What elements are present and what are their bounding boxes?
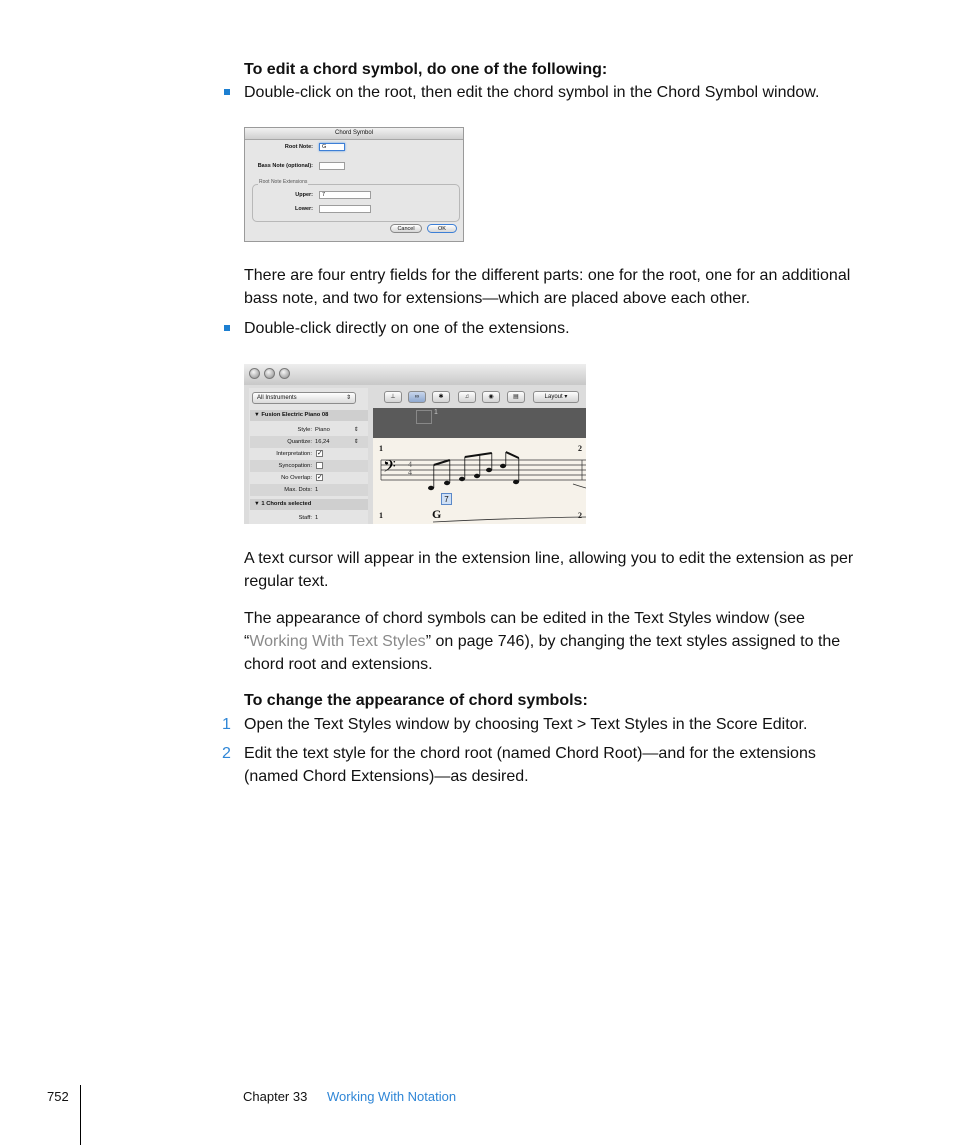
- root-note-label: Root Note:: [284, 144, 313, 150]
- bar-number: 2: [578, 444, 582, 453]
- layout-menu-label: Layout: [544, 394, 563, 400]
- ok-button[interactable]: OK: [427, 224, 457, 233]
- max-dots-row: [250, 484, 368, 496]
- chord-symbol-dialog: [244, 127, 464, 242]
- chords-header-label: 1 Chords selected: [261, 501, 312, 507]
- window-titlebar: [244, 364, 586, 385]
- style-row: [250, 424, 368, 436]
- style-label: Style:: [297, 427, 312, 433]
- lower-field[interactable]: [319, 205, 371, 213]
- section-heading-appearance: To change the appearance of chord symbols:: [244, 692, 588, 709]
- text-styles-link[interactable]: Working With Text Styles: [249, 633, 426, 650]
- playhead-marker[interactable]: [416, 410, 432, 424]
- instrument-menu[interactable]: [252, 392, 356, 404]
- chord-extension-field[interactable]: 7: [441, 493, 452, 505]
- region-header-label: Fusion Electric Piano 08: [261, 412, 329, 418]
- extensions-group-label: Root Note Extensions: [259, 179, 308, 185]
- root-note-field[interactable]: G: [319, 143, 345, 151]
- time-signature-bottom: 4: [408, 468, 412, 477]
- paragraph-line: regular text.: [244, 573, 329, 590]
- bullet-item: Double-click directly on one of the extensions.: [244, 320, 570, 337]
- bass-clef-icon: 𝄢: [383, 456, 396, 480]
- step-number: 2: [222, 745, 231, 762]
- staff-label: Staff:: [298, 515, 312, 521]
- quantize-value[interactable]: 16,24: [315, 439, 330, 445]
- no-overlap-label: No Overlap:: [281, 475, 312, 481]
- instrument-menu-label: All Instruments: [257, 395, 297, 401]
- step-number: 1: [222, 716, 231, 733]
- staff-notation: [373, 438, 586, 524]
- bullet-icon: [224, 325, 230, 331]
- paragraph-line: bass note, and two for extensions—which are placed above each other.: [244, 290, 751, 307]
- headphones-icon[interactable]: ♫: [458, 391, 476, 403]
- interpretation-row: [250, 448, 368, 460]
- syncopation-row: [250, 460, 368, 472]
- chapter-title-link[interactable]: Working With Notation: [327, 1089, 457, 1104]
- lower-label: Lower:: [294, 206, 313, 212]
- ruler-bar-number: 1: [434, 409, 438, 416]
- catch-button[interactable]: ✱: [432, 391, 450, 403]
- bar-number: 2: [578, 511, 582, 520]
- staff-row: [250, 512, 368, 524]
- upper-label: Upper:: [295, 192, 313, 198]
- link-button[interactable]: ⊥: [384, 391, 402, 403]
- staff-value[interactable]: 1: [315, 515, 319, 521]
- bullet-item: Double-click on the root, then edit the chord symbol in the Chord Symbol window.: [244, 84, 820, 101]
- chapter-label: Chapter 33: [243, 1089, 308, 1104]
- chord-root-symbol[interactable]: G: [432, 507, 442, 521]
- midi-out-icon[interactable]: ◉: [482, 391, 500, 403]
- bar-number: 1: [379, 511, 383, 520]
- region-header[interactable]: ▼ Fusion Electric Piano 08: [250, 410, 368, 421]
- page-view-icon[interactable]: ▤: [507, 391, 525, 403]
- dialog-title: Chord Symbol: [245, 128, 463, 140]
- max-dots-value[interactable]: 1: [315, 487, 319, 493]
- bar-number: 1: [379, 444, 383, 453]
- max-dots-label: Max. Dots:: [284, 487, 312, 493]
- chain-link-button[interactable]: ∞: [408, 391, 426, 403]
- bass-note-field[interactable]: [319, 162, 345, 170]
- no-overlap-checkbox[interactable]: ✓: [317, 474, 323, 481]
- paragraph-line: chord root and extensions.: [244, 656, 433, 673]
- interpretation-label: Interpretation:: [276, 451, 312, 457]
- paragraph-line: The appearance of chord symbols can be edited in the Text Styles window (see: [244, 610, 805, 627]
- section-heading-edit: To edit a chord symbol, do one of the following:: [244, 61, 608, 78]
- quantize-row: [250, 436, 368, 448]
- bullet-icon: [224, 89, 230, 95]
- no-overlap-row: [250, 472, 368, 484]
- step-text: Open the Text Styles window by choosing Text > Text Styles in the Score Editor.: [244, 716, 808, 733]
- score-editor-screenshot: [244, 364, 586, 524]
- syncopation-label: Syncopation:: [278, 463, 312, 469]
- zoom-window-icon[interactable]: [279, 368, 290, 379]
- cancel-button[interactable]: Cancel: [390, 224, 422, 233]
- quote-open: “: [244, 633, 250, 650]
- style-value[interactable]: Piano: [315, 427, 330, 433]
- close-window-icon[interactable]: [249, 368, 260, 379]
- updown-arrows-icon: ⇕: [354, 439, 359, 445]
- interpretation-checkbox[interactable]: ✓: [317, 450, 323, 457]
- time-signature-top: 4: [408, 460, 412, 469]
- paragraph-line: There are four entry fields for the different parts: one for the root, one for an additional: [244, 267, 851, 284]
- page-number: 752: [47, 1089, 69, 1104]
- step-text: (named Chord Extensions)—as desired.: [244, 768, 529, 785]
- paragraph-line: [244, 630, 840, 653]
- footer-divider: [80, 1085, 81, 1145]
- bass-note-label: Bass Note (optional):: [257, 163, 313, 169]
- updown-arrows-icon: ⇕: [345, 395, 351, 401]
- layout-menu[interactable]: Layout ▾: [533, 391, 579, 403]
- minimize-window-icon[interactable]: [264, 368, 275, 379]
- chords-header[interactable]: ▼ 1 Chords selected: [250, 499, 368, 510]
- quantize-label: Quantize:: [287, 439, 312, 445]
- step-text: Edit the text style for the chord root (named Chord Root)—and for the extensions: [244, 745, 816, 762]
- paragraph-line: A text cursor will appear in the extension line, allowing you to edit the extension as per: [244, 550, 854, 567]
- upper-field[interactable]: 7: [319, 191, 371, 199]
- score-sheet: [373, 438, 586, 524]
- extensions-group: [252, 184, 460, 222]
- link-trailing-text: ” on page 746), by changing the text styles assigned to the: [425, 633, 841, 650]
- syncopation-checkbox[interactable]: [316, 462, 323, 469]
- bar-ruler: [373, 408, 586, 438]
- updown-arrows-icon: ⇕: [354, 427, 359, 433]
